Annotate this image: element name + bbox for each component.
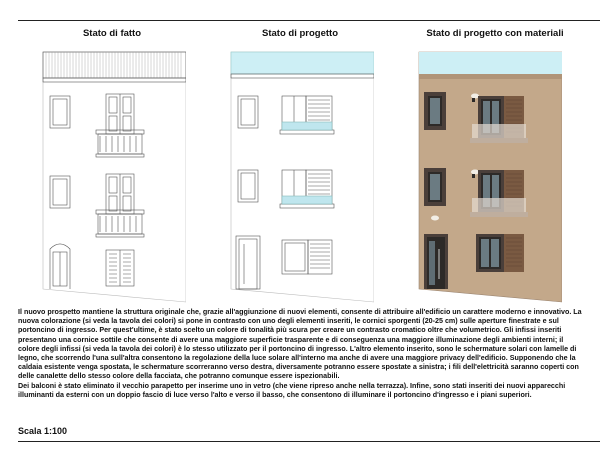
elevation-existing bbox=[36, 44, 186, 306]
elevation-materials bbox=[412, 44, 562, 306]
top-frame-line bbox=[18, 20, 600, 21]
scale-label: Scala 1:100 bbox=[18, 426, 68, 436]
description-paragraph-1: Il nuovo prospetto mantiene la struttura originale che, grazie all'aggiunzione di nuovi elementi, consente di attribuire all'edificio un carattere moderno e innovativo. La nuova colorazione (si veda la tavola dei colori) si pone in contrasto con uno degli elementi inseriti, le cornici sporgenti (20-25 cm) sulle aperture finestrate e sul portoncino di ingresso. Per quest'ultime, è stato scelto un colore di tonalità più scura per creare un contrasto cromatico oltre che volumetrico. Gli infissi inseriti presentano una cornice sottile che consente di avere una maggiore superficie trasparente e di conseguenza una maggiore illuminazione degli ambienti interni; il colore degli infissi (si veda la tavola dei colori) è lo stesso utilizzato per il portoncino di ingresso. L'altro elemento inserito, sono le schermature solari con lamelle di legno, che scorrendo l'una sull'altra consentono la regolazione della luce solare all'interno ma anche di avere una maggiore privacy dell'edificio. Supponendo che la caldaia esistente venga spostata, le schermature scorreranno verso destra, diversamente potranno essere spostate a sinistra; i fili dell'elettricità saranno coperti con delle canalette dello stesso colore della facciata, che potranno comunque essere ispezionabili. bbox=[18, 308, 582, 381]
title-materials: Stato di progetto con materiali bbox=[426, 28, 564, 39]
project-description bbox=[18, 308, 584, 400]
title-project: Stato di progetto bbox=[262, 28, 338, 39]
description-paragraph-2: Dei balconi è stato eliminato il vecchio parapetto per inserime uno in vetro (che viene ripreso anche nella terrazza). Infine, sono stati inseriti dei nuovi apparecchi illuminanti da esterni con un doppio fascio di luce verso l'alto e verso il basso, che consentono di illuminare il portoncino d'ingresso e i piani superiori. bbox=[18, 381, 566, 399]
bottom-frame-line bbox=[18, 441, 600, 442]
title-existing: Stato di fatto bbox=[82, 28, 142, 39]
elevation-project bbox=[224, 44, 374, 306]
